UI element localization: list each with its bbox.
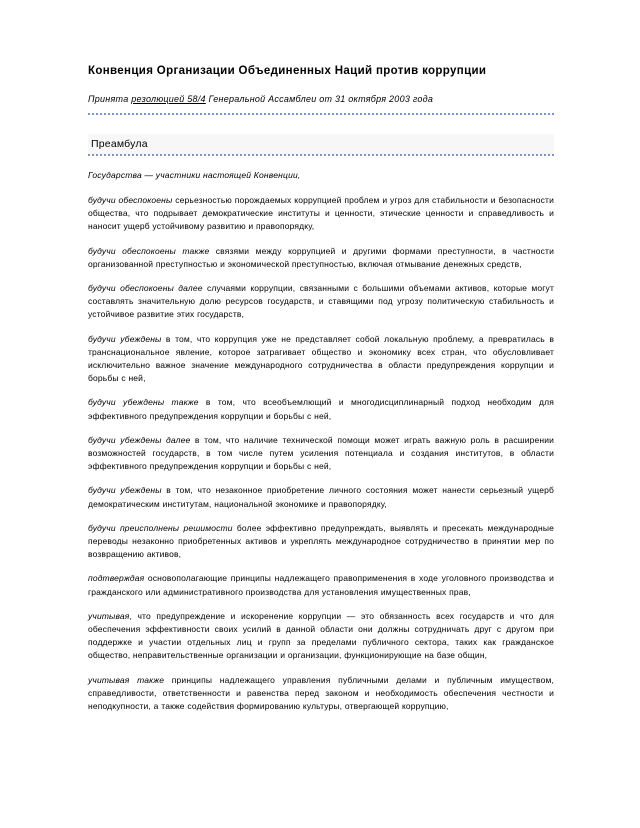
paragraph-lead-phrase: будучи обеспокоены также — [88, 245, 210, 256]
document-content — [88, 64, 554, 724]
paragraph-body-text: принципы надлежащего управления публичными делами и публичным имуществом, справедливости, ответственности и равенства перед законом и необходимость обеспечения честности и неподкупности, а также содействия формированию культуры, отвергающей коррупцию, — [88, 674, 554, 712]
preamble-paragraph — [88, 674, 554, 714]
paragraph-body-text: связями между коррупцией и другими формами преступности, в частности организованной преступностью и экономической преступностью, включая отмывание денежных средств, — [88, 245, 555, 269]
paragraph-body-text: более эффективно предупреждать, выявлять и пресекать международные переводы незаконно приобретенных активов и укреплять международное сотрудничество в принятии мер по возвращению активов, — [88, 522, 554, 560]
paragraph-lead-phrase: будучи обеспокоены — [88, 195, 173, 205]
document-subtitle — [88, 93, 554, 106]
paragraph-body-text: случаями коррупции, связанными с большими объемами активов, которые могут составлять значительную долю ресурсов государств, и ставящими под угрозу политическую стабильность и устойчивое развитие этих государств, — [88, 283, 554, 320]
paragraph-body-text: в том, что наличие технической помощи может играть важную роль в расширении возможностей государств, в том числе путем усиления потенциала и создания институтов, в области эффективного предупреждения коррупции и борьбы с ней, — [88, 434, 554, 472]
subtitle-prefix: Принята — [88, 94, 132, 104]
page-title: Конвенция Организации Объединенных Наций против коррупции — [88, 65, 487, 77]
preamble-paragraph — [88, 333, 554, 386]
resolution-link[interactable]: резолюцией 58/4 — [131, 94, 206, 104]
paragraph-lead-phrase: будучи убеждены далее — [88, 434, 191, 445]
paragraph-lead-phrase: будучи убеждены также — [88, 397, 199, 408]
paragraph-body-text: , что предупреждение и искоренение коррупции — это обязанность всех государств и что для обеспечения эффективности своих усилий в данной области они должны сотрудничать друг с другом при поддержке и участии отдельных лиц и групп за пределами публичного сектора, таких как гражданское общество, неправительственные организации и организации, функционирующие на базе общин, — [88, 610, 554, 661]
preamble-paragraph — [88, 610, 554, 663]
paragraph-lead-phrase: будучи убеждены — [88, 485, 162, 496]
preamble-paragraph — [88, 572, 554, 598]
preamble-paragraph — [88, 434, 554, 474]
preamble-paragraph — [88, 484, 554, 510]
paragraph-lead-phrase: будучи убеждены — [88, 333, 162, 344]
preamble-paragraph-list — [88, 194, 554, 713]
paragraph-lead-phrase: учитывая также — [88, 674, 165, 685]
divider-top — [88, 113, 554, 115]
preamble-paragraph — [88, 396, 554, 422]
paragraph-body-text: в том, что всеобъемлющий и многодисциплинарный подход необходим для эффективного предупреждения коррупции и борьбы с ней, — [88, 397, 554, 421]
preamble-paragraph — [88, 282, 554, 322]
preamble-paragraph — [88, 194, 554, 234]
paragraph-lead-phrase: будучи обеспокоены далее — [88, 283, 203, 294]
preamble-paragraph — [88, 245, 554, 271]
divider-under-heading — [88, 154, 554, 156]
preamble-paragraph — [88, 522, 554, 562]
paragraph-body-text: основополагающие принципы надлежащего правоприменения в ходе уголовного производства и гражданского или административного производства для установления имущественных прав, — [88, 573, 554, 597]
paragraph-body-text: в том, что коррупция уже не представляет собой локальную проблему, а превратилась в транснациональное явление, которое затрагивает общество и экономику всех стран, что обусловливает исключительно важное значение международного сотрудничества в области предупреждения коррупции и борьбы с ней, — [88, 333, 554, 384]
preamble-lead-line: Государства — участники настоящей Конвенции, — [88, 170, 301, 180]
section-title-preamble: Преамбула — [91, 138, 148, 150]
paragraph-body-text: в том, что незаконное приобретение личного состояния может нанести серьезный ущерб демократическим институтам, национальной экономике и правопорядку, — [88, 485, 554, 509]
paragraph-body-text: серьезностью порождаемых коррупцией проблем и угроз для стабильности и безопасности общества, что подрывает демократические институты и ценности, этические ценности и справедливость и наносит ущерб устойчивому развитию и правопорядку, — [88, 195, 554, 232]
section-heading-band — [88, 134, 554, 154]
paragraph-lead-phrase: подтверждая — [88, 573, 145, 584]
subtitle-suffix: Генеральной Ассамблеи от 31 октября 2003 года — [205, 94, 434, 104]
paragraph-lead-phrase: будучи преисполнены решимости — [88, 522, 233, 533]
paragraph-lead-phrase: учитывая — [88, 610, 130, 621]
